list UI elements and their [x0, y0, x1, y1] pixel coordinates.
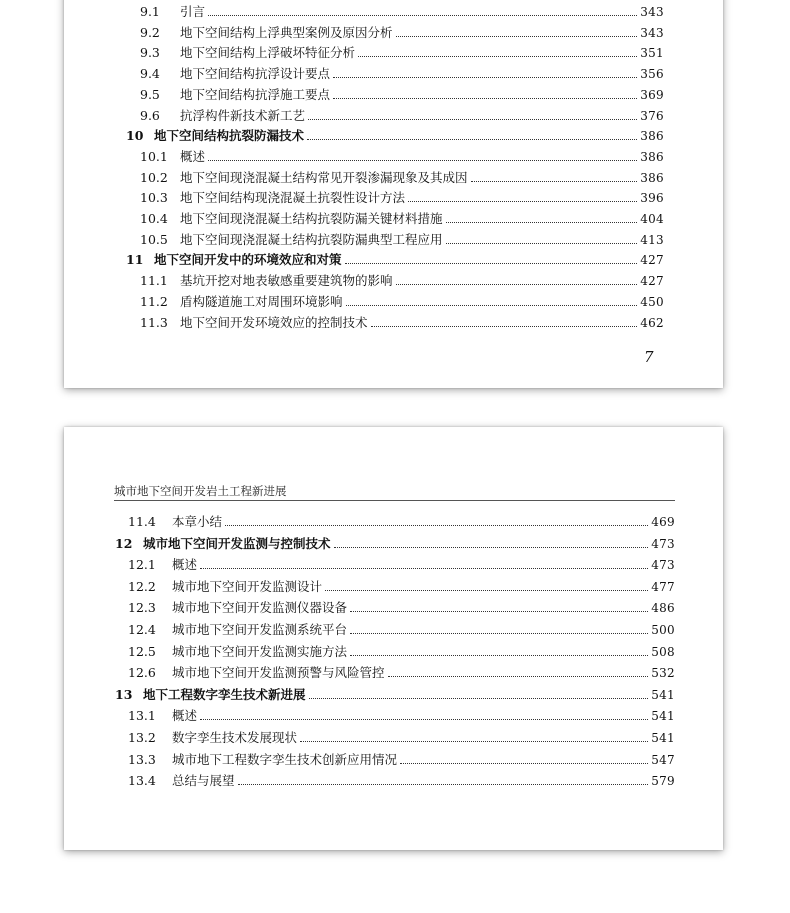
toc-entry-title: 地下空间现浇混凝土结构抗裂防漏典型工程应用 — [180, 231, 443, 247]
toc-entry-number: 10 — [126, 128, 144, 144]
toc-entry-page: 469 — [651, 515, 675, 529]
toc-entry-number: 13.3 — [128, 751, 156, 767]
toc-section-entry — [128, 665, 675, 681]
toc-entry-number: 11.1 — [140, 273, 168, 289]
page-number: 7 — [644, 348, 654, 366]
toc-entry-page: 356 — [640, 67, 664, 82]
toc-entry-page: 579 — [651, 774, 675, 789]
toc-entry-title: 城市地下空间开发监测预警与风险管控 — [172, 665, 385, 681]
toc-entry-page: 508 — [651, 644, 675, 659]
toc-entry-page: 351 — [640, 46, 664, 61]
dot-leader — [446, 221, 638, 223]
toc-section-entry — [140, 273, 664, 289]
toc-entry-page: 473 — [651, 558, 675, 573]
toc-entry-page: 547 — [651, 752, 675, 767]
toc-entry-number: 9.3 — [140, 45, 160, 61]
dot-leader — [471, 180, 638, 182]
toc-entry-page: 343 — [640, 5, 664, 19]
toc-section-entry — [140, 232, 664, 248]
toc-entry-title: 地下空间结构抗裂防漏技术 — [154, 128, 305, 144]
dot-leader — [396, 283, 638, 285]
dot-leader — [200, 718, 648, 720]
toc-entry-number: 12.1 — [128, 557, 156, 573]
toc-entry-page: 532 — [651, 666, 675, 681]
toc-entry-title: 城市地下空间开发监测实施方法 — [172, 643, 348, 659]
toc-section-entry — [128, 600, 675, 616]
toc-section-entry — [128, 622, 675, 638]
dot-leader — [308, 118, 637, 120]
toc-section-entry — [140, 294, 664, 310]
toc-section-entry — [128, 579, 675, 595]
toc-entry-page: 343 — [640, 25, 664, 40]
toc-entry-number: 9.1 — [140, 4, 160, 19]
dot-leader — [350, 654, 648, 656]
toc-entry-title: 城市地下空间开发监测仪器设备 — [172, 600, 348, 616]
toc-section-entry — [128, 730, 675, 746]
toc-entry-number: 9.2 — [140, 24, 160, 40]
toc-entry-page: 386 — [640, 149, 664, 164]
dot-leader — [408, 200, 637, 202]
toc-entry-page: 404 — [640, 212, 664, 226]
toc-entry-number: 12.3 — [128, 600, 156, 616]
toc-entry-number: 13.2 — [128, 730, 156, 745]
toc-chapter-entry — [115, 687, 675, 703]
dot-leader — [307, 138, 637, 140]
toc-entry-title: 地下空间结构上浮典型案例及原因分析 — [180, 24, 393, 40]
toc-entry-number: 13 — [115, 686, 133, 702]
toc-entry-title: 盾构隧道施工对周围环境影响 — [180, 293, 343, 309]
toc-entry-title: 概述 — [180, 148, 206, 164]
toc-entry-title: 城市地下空间开发监测与控制技术 — [143, 535, 331, 551]
dot-leader — [350, 610, 648, 612]
dot-leader — [350, 632, 648, 634]
toc-entry-number: 11.4 — [128, 514, 156, 529]
toc-section-entry — [128, 644, 675, 660]
toc-entry-page: 477 — [651, 579, 675, 594]
toc-entry-title: 城市地下空间开发监测系统平台 — [172, 622, 348, 637]
dot-leader — [388, 675, 649, 677]
toc-section-entry — [140, 190, 664, 206]
toc-entry-number: 12 — [115, 535, 133, 551]
toc-section-entry — [140, 87, 664, 103]
dot-leader — [400, 762, 648, 764]
toc-section-entry — [140, 315, 664, 331]
dot-leader — [446, 242, 638, 244]
toc-section-entry — [128, 514, 675, 530]
dot-leader — [358, 55, 637, 57]
toc-section-entry — [140, 211, 664, 227]
toc-section-entry — [140, 149, 664, 165]
toc-section-entry — [128, 752, 675, 768]
toc-entry-page: 541 — [651, 687, 675, 702]
toc-section-entry — [128, 773, 675, 789]
running-head: 城市地下空间开发岩土工程新进展 — [114, 484, 287, 498]
dot-leader — [396, 35, 638, 37]
toc-entry-page: 369 — [640, 87, 664, 102]
toc-page-lower — [64, 427, 723, 850]
toc-entry-number: 9.5 — [140, 86, 160, 102]
dot-leader — [371, 325, 638, 327]
dot-leader — [325, 589, 648, 591]
toc-section-entry — [140, 45, 664, 61]
toc-entry-title: 概述 — [172, 708, 198, 724]
toc-entry-number: 13.4 — [128, 773, 156, 789]
toc-entry-title: 数字孪生技术发展现状 — [172, 730, 298, 745]
toc-entry-number: 10.3 — [140, 190, 168, 206]
toc-entry-page: 386 — [640, 170, 664, 185]
toc-section-entry — [140, 170, 664, 186]
toc-entry-title: 城市地下工程数字孪生技术创新应用情况 — [172, 751, 398, 767]
toc-entry-number: 9.4 — [140, 66, 160, 82]
toc-entry-title: 地下空间开发中的环境效应和对策 — [154, 252, 342, 268]
toc-entry-title: 地下空间现浇混凝土结构常见开裂渗漏现象及其成因 — [180, 169, 468, 185]
toc-entry-page: 473 — [651, 536, 675, 551]
toc-section-entry — [140, 25, 664, 41]
dot-leader — [225, 524, 648, 526]
toc-entry-title: 地下空间结构上浮破坏特征分析 — [180, 45, 356, 61]
toc-chapter-entry — [126, 252, 664, 268]
toc-entry-number: 10.4 — [140, 211, 168, 226]
toc-entry-number: 11 — [126, 252, 144, 268]
toc-entry-page: 462 — [640, 315, 664, 330]
toc-entry-page: 427 — [640, 253, 664, 268]
toc-entry-title: 地下空间结构抗浮施工要点 — [180, 86, 331, 102]
dot-leader — [333, 76, 637, 78]
toc-entry-page: 396 — [640, 191, 664, 206]
toc-entry-number: 12.2 — [128, 578, 156, 594]
toc-entry-number: 10.2 — [140, 169, 168, 185]
toc-entry-title: 城市地下空间开发监测设计 — [172, 578, 323, 594]
header-rule — [114, 500, 675, 501]
toc-entry-title: 地下空间结构抗浮设计要点 — [180, 66, 331, 82]
toc-chapter-entry — [115, 536, 675, 552]
toc-section-entry — [128, 557, 675, 573]
dot-leader — [208, 14, 637, 16]
toc-entry-page: 413 — [640, 232, 664, 247]
dot-leader — [200, 567, 648, 569]
toc-entry-title: 总结与展望 — [172, 773, 235, 789]
toc-entry-title: 本章小结 — [172, 514, 223, 529]
dot-leader — [345, 262, 638, 264]
toc-entry-page: 376 — [640, 108, 664, 123]
dot-leader — [238, 783, 649, 785]
toc-chapter-entry — [126, 128, 664, 144]
toc-section-entry — [140, 66, 664, 82]
toc-section-entry — [140, 108, 664, 124]
toc-entry-title: 基坑开挖对地表敏感重要建筑物的影响 — [180, 273, 393, 289]
toc-entry-page: 427 — [640, 274, 664, 289]
toc-entry-title: 地下空间结构现浇混凝土抗裂性设计方法 — [180, 190, 406, 206]
toc-entry-page: 450 — [640, 294, 664, 309]
toc-entry-number: 12.6 — [128, 665, 156, 681]
toc-entry-page: 386 — [640, 129, 664, 144]
toc-entry-page: 541 — [651, 731, 675, 745]
toc-entry-title: 引言 — [180, 4, 206, 19]
toc-entry-page: 541 — [651, 709, 675, 724]
dot-leader — [208, 159, 637, 161]
toc-entry-title: 概述 — [172, 557, 198, 573]
toc-entry-page: 500 — [651, 623, 675, 637]
toc-entry-title: 地下空间开发环境效应的控制技术 — [180, 314, 368, 330]
toc-entry-title: 地下工程数字孪生技术新进展 — [143, 686, 306, 702]
toc-entry-number: 11.2 — [140, 293, 168, 309]
dot-leader — [300, 740, 648, 742]
dot-leader — [333, 97, 637, 99]
dot-leader — [309, 697, 649, 699]
toc-entry-number: 9.6 — [140, 107, 160, 123]
dot-leader — [346, 304, 638, 306]
toc-entry-title: 地下空间现浇混凝土结构抗裂防漏关键材料措施 — [180, 211, 443, 226]
toc-page-upper — [64, 0, 723, 388]
toc-entry-number: 11.3 — [140, 314, 168, 330]
toc-entry-number: 10.1 — [140, 148, 168, 164]
dot-leader — [334, 546, 649, 548]
toc-entry-page: 486 — [651, 601, 675, 616]
toc-entry-title: 抗浮构件新技术新工艺 — [180, 107, 306, 123]
toc-entry-number: 10.5 — [140, 231, 168, 247]
toc-entry-number: 12.5 — [128, 643, 156, 659]
toc-section-entry — [128, 708, 675, 724]
toc-entry-number: 12.4 — [128, 622, 156, 637]
toc-section-entry — [140, 4, 664, 20]
toc-entry-number: 13.1 — [128, 708, 156, 724]
